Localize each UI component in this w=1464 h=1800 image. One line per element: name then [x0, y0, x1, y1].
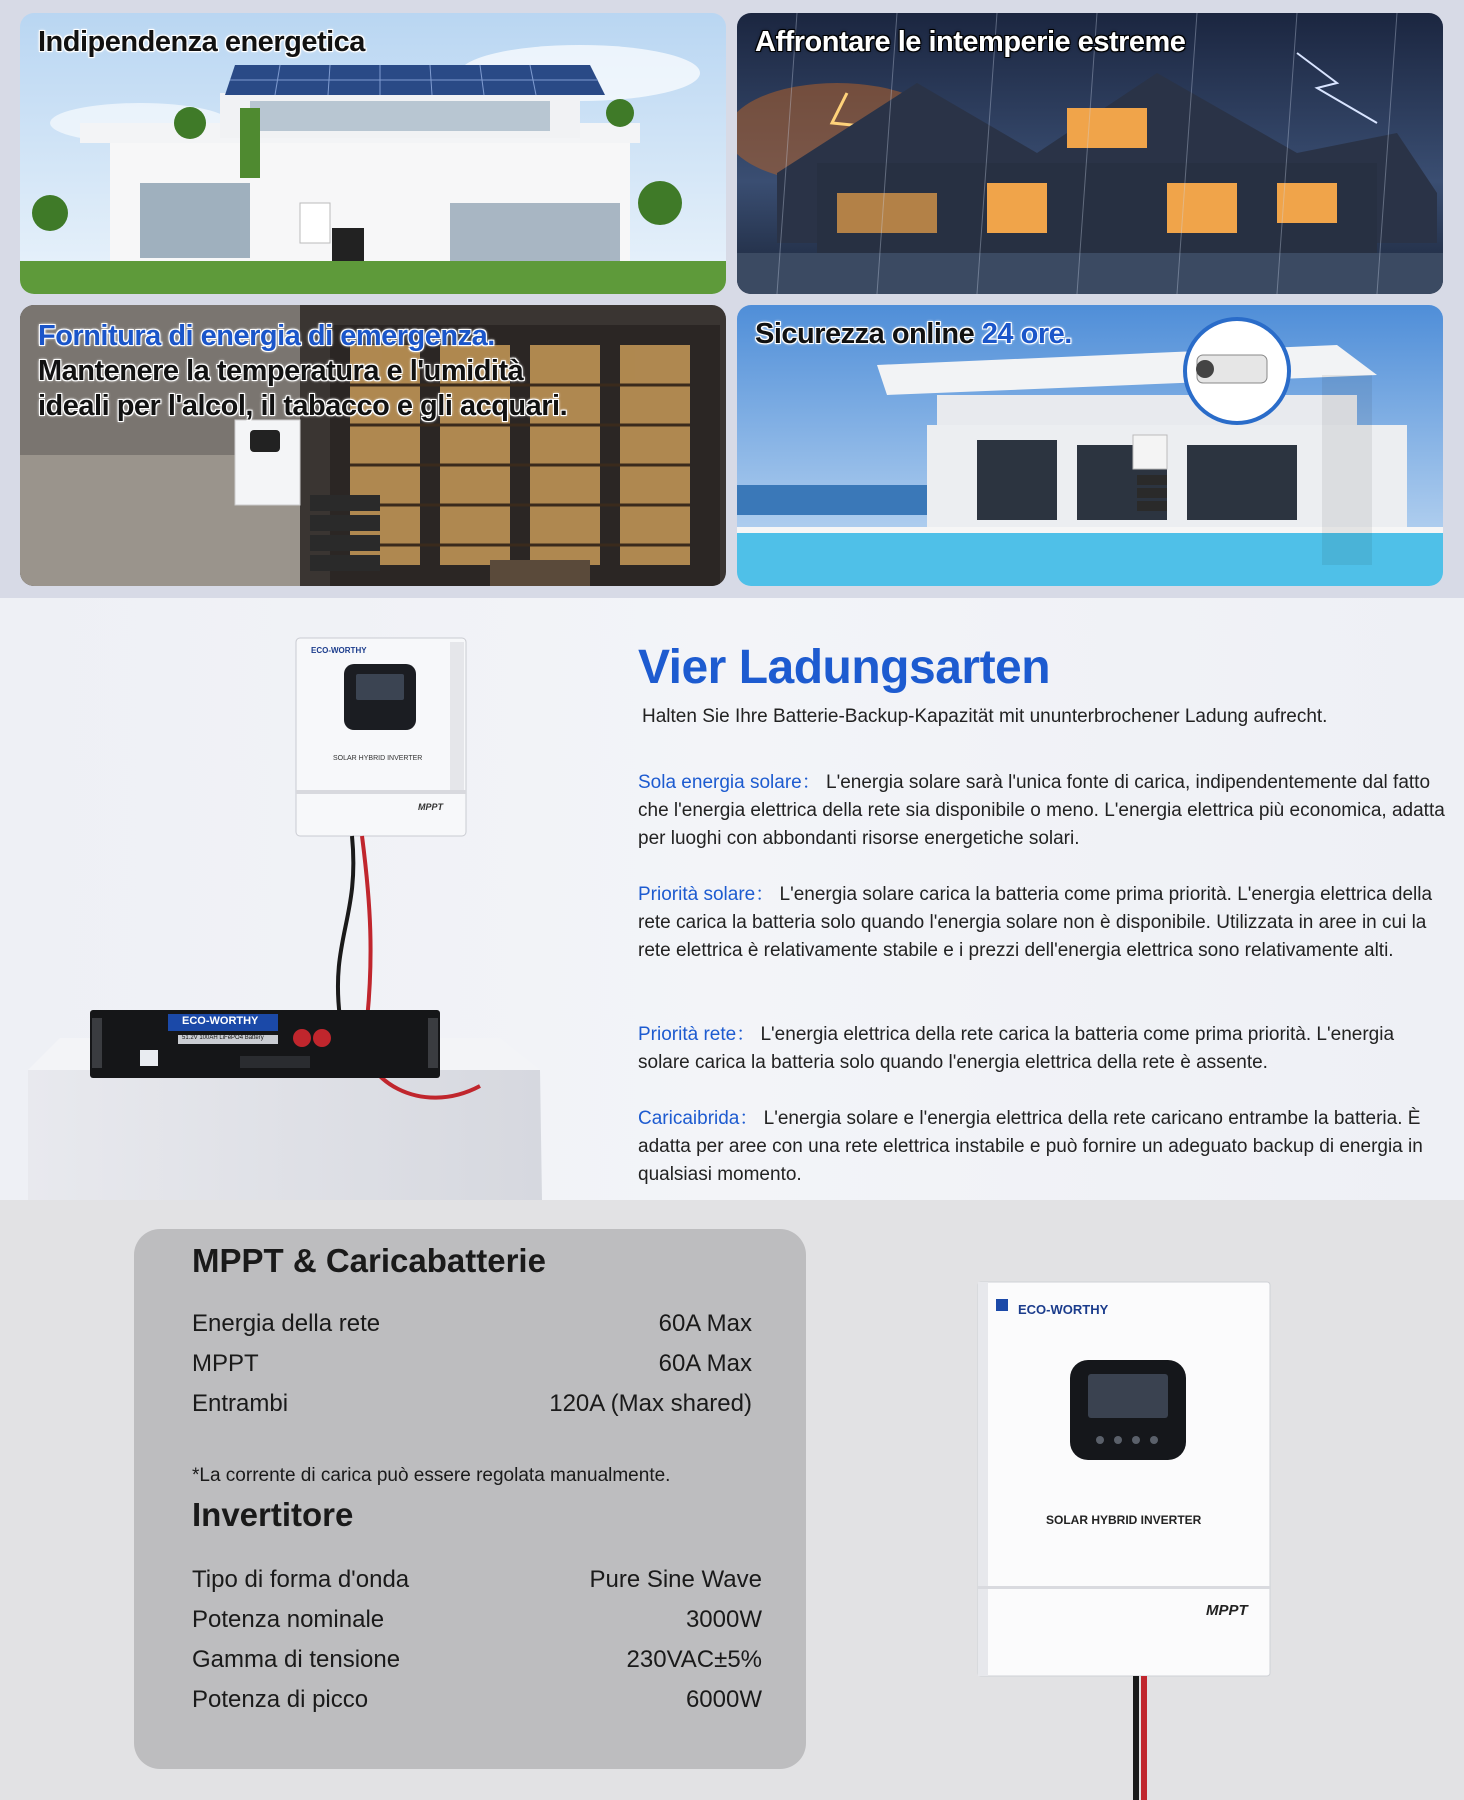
charging-mode-label: Priorità rete：: [638, 1024, 756, 1045]
scenario-grid: [0, 0, 1464, 598]
spec-label: Gamma di tensione: [192, 1646, 401, 1673]
scenario-card-weather: [737, 13, 1443, 294]
spec-value: 60A Max: [658, 1310, 752, 1337]
charging-mode-text: L'energia elettrica della rete carica la batteria come prima priorità. L'energia solare carica la batteria solo quando l'energia elettrica della rete è assente.: [638, 1024, 1395, 1073]
scenario-caption-highlight: Fornitura di energia di emergenza.: [38, 320, 495, 352]
charging-mode-item: [638, 769, 1446, 853]
charging-mode-text: L'energia solare sarà l'unica fonte di carica, indipendentemente dal fatto che l'energia elettrica della rete sia disponibile o meno. L'energia elettrica più economica, adatta per luoghi con abbondanti risorse energetiche solari.: [638, 772, 1445, 849]
spec-value: 120A (Max shared): [549, 1390, 752, 1417]
inverter-specs-title: Invertitore: [192, 1496, 354, 1533]
charging-mode-text: L'energia solare carica la batteria come prima priorità. L'energia elettrica della rete carica la batteria solo quando l'energia solare non è disponibile. Utilizzata in aree in cui la rete elettrica è relativamente stabile e i prezzi dell'energia elettrica sono relativamente alti.: [638, 884, 1433, 961]
spec-row: [192, 1346, 752, 1382]
scenario-caption: Indipendenza energetica: [38, 26, 365, 58]
charger-specs-title: MPPT & Caricabatterie: [192, 1242, 546, 1279]
scenario-caption-line: Mantenere la temperatura e l'umidità: [38, 355, 524, 387]
spec-label: Tipo di forma d'onda: [192, 1566, 410, 1593]
spec-label: MPPT: [192, 1350, 259, 1377]
battery-brand-label: ECO-WORTHY: [182, 1015, 259, 1027]
inverter-mppt-badge: MPPT: [418, 802, 444, 812]
large-inverter-illustration: [960, 1260, 1290, 1800]
spec-value: 3000W: [685, 1606, 762, 1633]
scenario-caption-line: ideali per l'alcol, il tabacco e gli acquari.: [38, 390, 568, 422]
spec-label: Entrambi: [192, 1390, 289, 1417]
charge-current-note: *La corrente di carica può essere regolata manualmente.: [192, 1465, 671, 1486]
spec-value: 230VAC±5%: [626, 1646, 762, 1673]
charging-modes-section: [0, 598, 1464, 1200]
spec-label: Potenza di picco: [192, 1686, 369, 1713]
scenario-caption: Affrontare le intemperie estreme: [755, 26, 1186, 58]
scenario-caption-highlight: 24 ore.: [981, 318, 1072, 350]
spec-row: [192, 1682, 762, 1718]
large-inverter-mppt-badge: MPPT: [1206, 1602, 1248, 1619]
spec-row: [192, 1602, 762, 1638]
spec-row: [192, 1306, 752, 1342]
specs-section: [0, 1200, 1464, 1800]
inverter-battery-illustration: [0, 598, 600, 1200]
spec-value: Pure Sine Wave: [589, 1566, 762, 1593]
spec-row: [192, 1386, 752, 1422]
scenario-card-independence: [20, 13, 726, 294]
charging-modes-subtitle: Halten Sie Ihre Batterie-Backup-Kapazität mit ununterbrochener Ladung aufrecht.: [642, 706, 1328, 727]
inverter-model-label: SOLAR HYBRID INVERTER: [333, 755, 423, 762]
specs-panel: [134, 1229, 806, 1769]
scenario-card-emergency: [20, 305, 726, 586]
spec-label: Potenza nominale: [192, 1606, 385, 1633]
charging-mode-item: [638, 1105, 1446, 1189]
battery-model-label: 51.2V 100AH LiFePO4 Battery: [182, 1035, 264, 1041]
spec-value: 60A Max: [658, 1350, 752, 1377]
scenario-caption: [755, 317, 1072, 352]
charging-mode-label: Caricaibrida：: [638, 1108, 759, 1129]
spec-label: Energia della rete: [192, 1310, 381, 1337]
charging-mode-item: [638, 881, 1446, 965]
charging-mode-label: Priorità solare：: [638, 884, 775, 905]
charging-mode-text: L'energia solare e l'energia elettrica della rete caricano entrambe la batteria. È adatta per aree con una rete elettrica instabile e può fornire un adeguato backup di energia in qualsiasi momento.: [638, 1108, 1423, 1185]
inverter-brand-label: ECO-WORTHY: [311, 646, 367, 655]
large-inverter-brand: ECO-WORTHY: [1018, 1302, 1109, 1317]
spec-row: [192, 1562, 762, 1598]
charging-mode-label: Sola energia solare：: [638, 772, 821, 793]
scenario-caption-text: Sicurezza online: [755, 318, 982, 350]
spec-value: 6000W: [685, 1686, 762, 1713]
large-inverter-model: SOLAR HYBRID INVERTER: [1046, 1513, 1202, 1527]
charging-modes-title: Vier Ladungsarten: [638, 641, 1051, 694]
spec-row: [192, 1642, 762, 1678]
charging-mode-item: [638, 1021, 1446, 1077]
scenario-caption: [38, 319, 567, 424]
scenario-card-security: [737, 305, 1443, 586]
